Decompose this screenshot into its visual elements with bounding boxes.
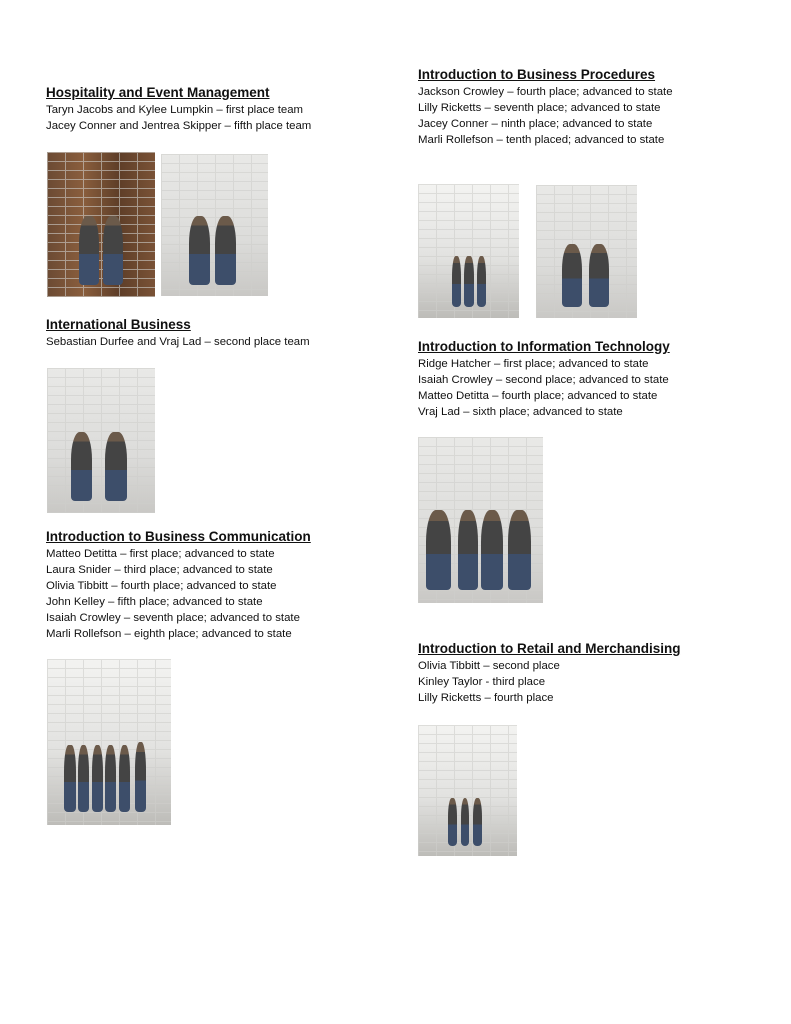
- team-photo: [536, 185, 637, 318]
- section-retail-merchandising: [418, 640, 681, 706]
- result-line: Olivia Tibbitt – second place: [418, 660, 560, 672]
- section-heading: Introduction to Business Procedures: [418, 67, 656, 82]
- result-line: Ridge Hatcher – first place; advanced to state: [418, 358, 649, 370]
- section-information-technology: [418, 338, 670, 420]
- team-photo: [47, 659, 171, 825]
- result-line: Matteo Detitta – fourth place; advanced to state: [418, 390, 658, 402]
- section-hospitality: [46, 84, 311, 134]
- result-line: Jacey Conner and Jentrea Skipper – fifth place team: [46, 120, 312, 132]
- team-photo: [161, 154, 268, 296]
- result-line: Vraj Lad – sixth place; advanced to state: [418, 406, 623, 418]
- result-line: Laura Snider – third place; advanced to state: [46, 564, 273, 576]
- result-line: Taryn Jacobs and Kylee Lumpkin – first place team: [46, 104, 304, 116]
- result-line: Matteo Detitta – first place; advanced to state: [46, 548, 275, 560]
- section-heading: Hospitality and Event Management: [46, 85, 270, 100]
- section-international-business: [46, 316, 310, 350]
- result-line: Kinley Taylor - third place: [418, 676, 546, 688]
- team-photo: [47, 368, 155, 513]
- team-photo: [418, 184, 519, 318]
- result-line: John Kelley – fifth place; advanced to state: [46, 596, 263, 608]
- section-heading: International Business: [46, 317, 191, 332]
- result-line: Lilly Ricketts – fourth place: [418, 692, 554, 704]
- result-line: Isaiah Crowley – seventh place; advanced to state: [46, 612, 300, 624]
- section-heading: Introduction to Information Technology: [418, 339, 670, 354]
- result-line: Isaiah Crowley – second place; advanced to state: [418, 374, 669, 386]
- result-line: Olivia Tibbitt – fourth place; advanced to state: [46, 580, 277, 592]
- section-business-communication: [46, 528, 311, 642]
- result-line: Jacey Conner – ninth place; advanced to state: [418, 118, 653, 130]
- section-heading: Introduction to Retail and Merchandising: [418, 641, 681, 656]
- result-line: Jackson Crowley – fourth place; advanced to state: [418, 86, 673, 98]
- result-line: Marli Rollefson – tenth placed; advanced to state: [418, 134, 665, 146]
- result-line: Sebastian Durfee and Vraj Lad – second place team: [46, 336, 310, 348]
- team-photo: [418, 725, 517, 856]
- section-heading: Introduction to Business Communication: [46, 529, 311, 544]
- result-line: Marli Rollefson – eighth place; advanced to state: [46, 628, 292, 640]
- team-photo: [418, 437, 543, 603]
- team-photo: [47, 152, 155, 297]
- section-business-procedures: [418, 66, 673, 148]
- result-line: Lilly Ricketts – seventh place; advanced to state: [418, 102, 661, 114]
